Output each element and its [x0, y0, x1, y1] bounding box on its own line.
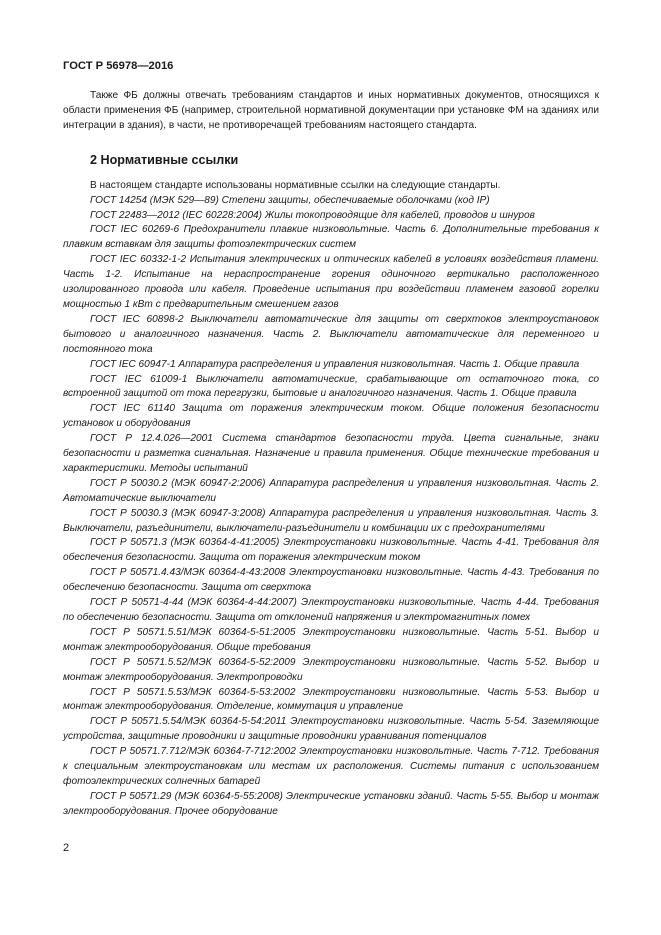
- section-lead: В настоящем стандарте использованы нормативные ссылки на следующие стандарты.: [90, 179, 501, 191]
- document-header: ГОСТ Р 56978—2016: [63, 60, 174, 72]
- reference-item: ГОСТ 14254 (МЭК 529—89) Степени защиты, обеспечиваемые оболочками (код IP): [90, 194, 490, 206]
- reference-item: ГОСТ IEC 60332-1-2 Испытания электрических и оптических кабелей в условиях воздействия пламени. Часть 1-2. Испытание на нераспространение горения одиночного вертикально расположенного изолированного провода или кабеля. Проведение испытания при воздействии пламенем газовой горелки мощностью 1 кВт с предварительным смешением газов: [63, 254, 599, 310]
- reference-item: ГОСТ Р 50571.5.54/МЭК 60364-5-54:2011 Электроустановки низковольтные. Часть 5-54. Заземляющие устройства, защитные проводники и защитные проводники уравнивания потенциалов: [63, 716, 599, 743]
- reference-item: ГОСТ IEC 60947-1 Аппаратура распределения и управления низковольтная. Часть 1. Общие правила: [90, 358, 580, 370]
- reference-item: ГОСТ IEC 61009-1 Выключатели автоматические, срабатывающие от остаточного тока, со встроенной защитой от тока перегрузки, бытовые и аналогичного назначения. Часть 1. Общие правила: [63, 373, 599, 400]
- reference-item: ГОСТ IEC 60898-2 Выключатели автоматические для защиты от сверхтоков электроустановок бытового и аналогичного назначения. Часть 2. Выключатели автоматические для переменного и постоянного тока: [63, 313, 599, 355]
- reference-item: ГОСТ Р 50030.2 (МЭК 60947-2:2006) Аппаратура распределения и управления низковольтная. Часть 2. Автоматические выключатели: [63, 477, 599, 504]
- reference-item: ГОСТ 22483—2012 (IEC 60228:2004) Жилы токопроводящие для кабелей, проводов и шнуров: [90, 209, 535, 221]
- reference-item: ГОСТ Р 50571.3 (МЭК 60364-4-41:2005) Электроустановки низковольтные. Часть 4-41. Требования для обеспечения безопасности. Защита от поражения электрическим током: [63, 537, 599, 564]
- reference-item: ГОСТ Р 50571.4.43/МЭК 60364-4-43:2008 Электроустановки низковольтные. Часть 4-43. Требования по обеспечению безопасности. Защита от сверхтока: [63, 567, 599, 594]
- reference-item: ГОСТ Р 50571.5.53/МЭК 60364-5-53:2002 Электроустановки низковольтные. Часть 5-53. Выбор и монтаж электрооборудования. Отделение, коммутация и управление: [63, 686, 599, 713]
- reference-item: ГОСТ Р 12.4.026—2001 Система стандартов безопасности труда. Цвета сигнальные, знаки безопасности и разметка сигнальная. Назначение и правила применения. Общие технические требования и характеристики. Методы испытаний: [63, 433, 599, 474]
- reference-item: ГОСТ IEC 60269-6 Предохранители плавкие низковольтные. Часть 6. Дополнительные требования к плавким вставкам для защиты фотоэлектрических систем: [63, 224, 599, 251]
- references-list: [63, 194, 599, 820]
- section-title: 2 Нормативные ссылки: [90, 152, 239, 167]
- page-number: 2: [63, 842, 70, 854]
- reference-item: ГОСТ Р 50571-4-44 (МЭК 60364-4-44:2007) Электроустановки низковольтные. Часть 4-44. Требования по обеспечению безопасности. Защита от отклонений напряжения и электромагнитных помех: [63, 597, 599, 623]
- reference-item: ГОСТ IEC 61140 Защита от поражения электрическим током. Общие положения безопасности установок и оборудования: [63, 403, 599, 430]
- reference-item: ГОСТ Р 50571.5.52/МЭК 60364-5-52:2009 Электроустановки низковольтные. Часть 5-52. Выбор и монтаж электрооборудования. Электропроводки: [63, 656, 599, 683]
- reference-item: ГОСТ Р 50571.5.51/МЭК 60364-5-51:2005 Электроустановки низковольтные. Часть 5-51. Выбор и монтаж электрооборудования. Общие требования: [63, 626, 599, 653]
- reference-item: ГОСТ Р 50571.29 (МЭК 60364-5-55:2008) Электрические установки зданий. Часть 5-55. Выбор и монтаж электрооборудования. Прочее оборудование: [63, 790, 599, 817]
- intro-paragraph: Также ФБ должны отвечать требованиям стандартов и иных нормативных документов, относящихся к области применения ФБ (например, строительной нормативной документации при установке ФМ на зданиях или интеграции в здания), в части, не противоречащей требованиям настоящего стандарта.: [63, 90, 599, 131]
- page-content: [63, 89, 599, 820]
- reference-item: ГОСТ Р 50030.3 (МЭК 60947-3:2008) Аппаратура распределения и управления низковольтная. Часть 3. Выключатели, разъединители, выключатели-разъединители и комбинации их с предохранителями: [63, 507, 599, 534]
- reference-item: ГОСТ Р 50571.7.712/МЭК 60364-7-712:2002 Электроустановки низковольтные. Часть 7-712. Требования к специальным электроустановкам или местам их расположения. Системы питания с использованием фотоэлектрических солнечных батарей: [63, 746, 599, 787]
